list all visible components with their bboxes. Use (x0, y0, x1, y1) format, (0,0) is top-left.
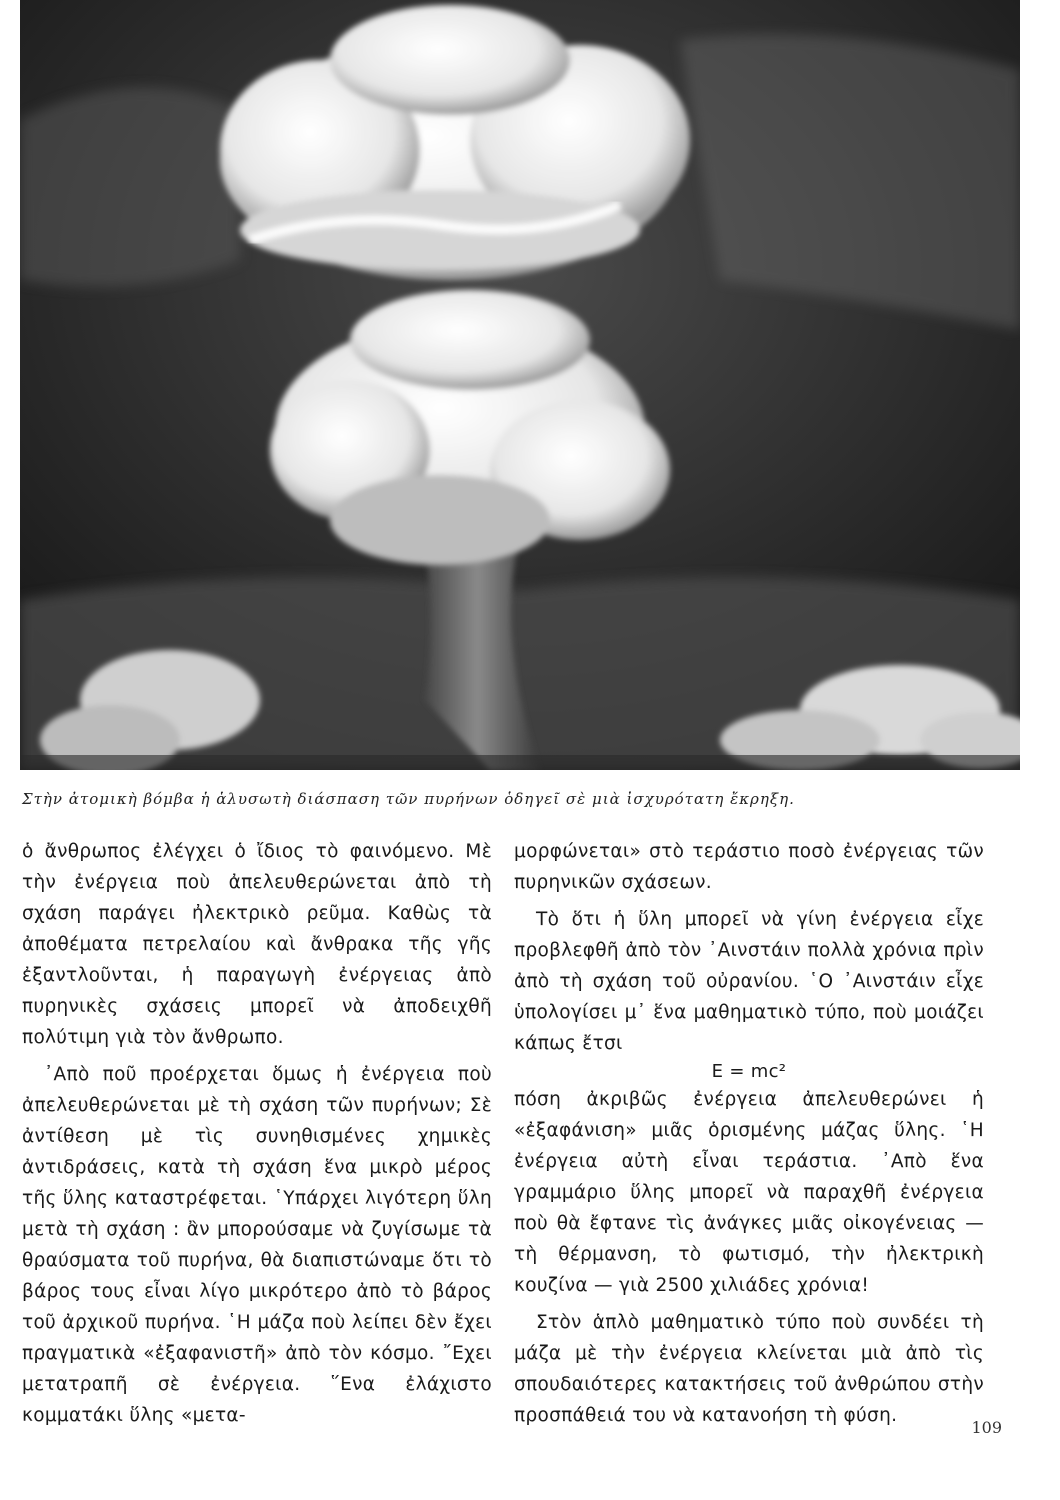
einstein-formula: E = mc² (711, 1061, 787, 1082)
paragraph: ᾿Απὸ ποῦ προέρχεται ὅμως ἡ ἐνέργεια ποὺ ἀπελευθερώνεται μὲ τὴ σχάση τῶν πυρήνων; Σὲ ἀντίθεση μὲ τὶς συνηθισμένες χημικὲς ἀντιδράσεις, κατὰ τὴ σχάση ἕνα μικρὸ μέρος τῆς ὕλης καταστρέφεται. ῾Υπάρχει λιγότερη ὕλη μετὰ τὴ σχάση : ἂν μπορούσαμε νὰ ζυγίσωμε τὰ θραύσματα τοῦ πυρήνα, θὰ διαπιστώναμε ὅτι τὸ βάρος τους εἶναι λίγο μικρότερο ἀπὸ τὸ βάρος τοῦ ἀρχικοῦ πυρήνα. ῾Η μάζα ποὺ λείπει δὲν ἔχει πραγματικὰ «ἐξαφανιστῆ» ἀπὸ τὸν κόσμο. ῎Εχει μετατραπῆ σὲ ἐνέργεια. ῞Ενα ἐλάχιστο κομματάκι ὕλης «μετα- (22, 1064, 492, 1426)
right-text-column (514, 836, 984, 1431)
page-number: 109 (971, 1418, 1002, 1437)
left-text-column (22, 836, 492, 1431)
paragraph: Τὸ ὅτι ἡ ὕλη μπορεῖ νὰ γίνη ἐνέργεια εἶχε προβλεφθῆ ἀπὸ τὸν ᾿Αινστάιν πολλὰ χρόνια πρὶν ἀπὸ τὴ σχάση τοῦ οὐρανίου. ῾Ο ᾿Αινστάιν εἶχε ὑπολογίσει μ᾿ ἕνα μαθηματικὸ τύπο, ποὺ μοιάζει κάπως ἔτσι (514, 909, 984, 1054)
figure-caption: Στὴν ἀτομικὴ βόμβα ἡ ἁλυσωτὴ διάσπαση τῶν πυρήνων ὁδηγεῖ σὲ μιὰ ἰσχυρότατη ἔκρηξη. (22, 790, 795, 808)
mushroom-cloud-illustration (20, 0, 1020, 770)
paragraph: μορφώνεται» στὸ τεράστιο ποσὸ ἐνέργειας τῶν πυρηνικῶν σχάσεων. (514, 841, 984, 893)
mushroom-cloud-photo (20, 0, 1020, 770)
paragraph: ὁ ἄνθρωπος ἐλέγχει ὁ ἴδιος τὸ φαινόμενο. Μὲ τὴν ἐνέργεια ποὺ ἀπελευθερώνεται ἀπὸ τὴ σχάση παράγει ἠλεκτρικὸ ρεῦμα. Καθὼς τὰ ἀποθέματα πετρελαίου καὶ ἄνθρακα τῆς γῆς ἐξαντλοῦνται, ἡ παραγωγὴ ἐνέργειας ἀπὸ πυρηνικὲς σχάσεις μπορεῖ νὰ ἀποδειχθῆ πολύτιμη γιὰ τὸν ἄνθρωπο. (22, 841, 492, 1048)
paragraph: πόση ἀκριβῶς ἐνέργεια ἀπελευθερώνει ἡ «ἐξαφάνιση» μιᾶς ὁρισμένης μάζας ὕλης. ῾Η ἐνέργεια αὐτὴ εἶναι τεράστια. ᾿Απὸ ἕνα γραμμάριο ὕλης μπορεῖ νὰ παραχθῆ ἐνέργεια ποὺ θὰ ἔφτανε τὶς ἀνάγκες μιᾶς οἰκογένειας — τὴ θέρμανση, τὸ φωτισμό, τὴν ἠλεκτρικὴ κουζίνα — γιὰ 2500 χιλιάδες χρόνια! (514, 1089, 984, 1296)
paragraph: Στὸν ἁπλὸ μαθηματικὸ τύπο ποὺ συνδέει τὴ μάζα μὲ τὴν ἐνέργεια κλείνεται μιὰ ἀπὸ τὶς σπουδαιότερες κατακτήσεις τοῦ ἀνθρώπου στὴν προσπάθειά του νὰ κατανοήση τὴ φύση. (514, 1312, 984, 1426)
